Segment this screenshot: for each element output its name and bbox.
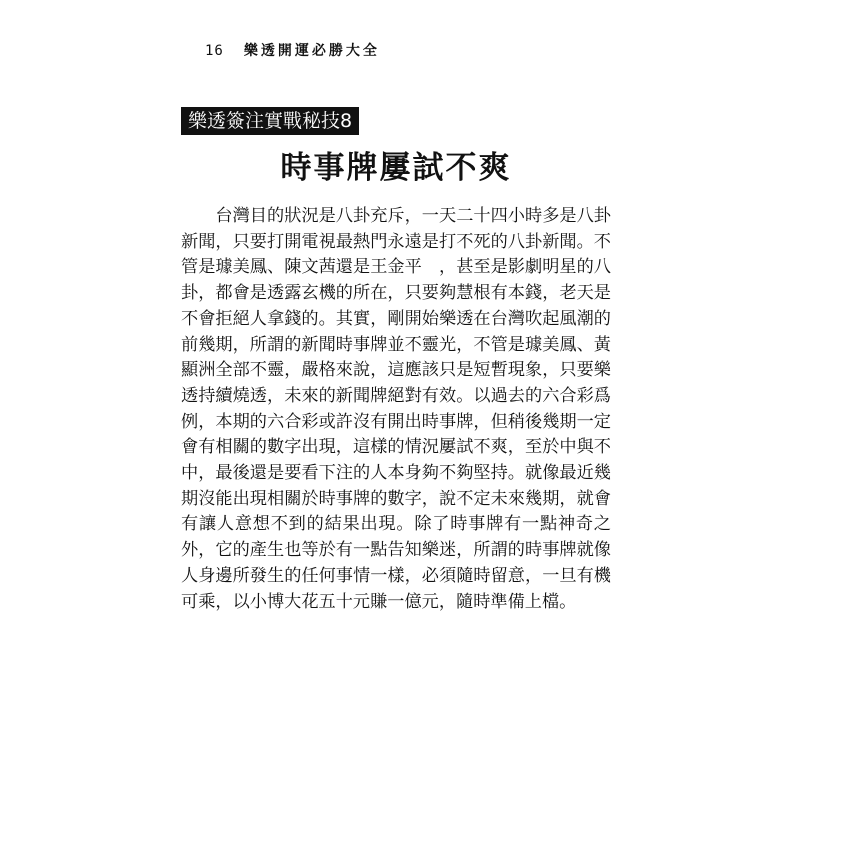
book-title: 樂透開運必勝大全 <box>243 43 380 59</box>
page-number: 16 <box>205 43 224 59</box>
section-label: 樂透簽注實戰秘技8 <box>181 107 359 135</box>
article-title: 時事牌屢試不爽 <box>280 150 512 186</box>
page-header <box>205 40 380 60</box>
body-paragraph: 台灣目的狀況是八卦充斥，一天二十四小時多是八卦新聞，只要打開電視最熱門永遠是打不死的八卦新聞。不管是璩美鳳、陳文茜還是王金平 ，甚至是影劇明星的八卦，都會是透露玄機的所在，只要夠慧根有本錢，老天是不會拒絕人拿錢的。其實，剛開始樂透在台灣吹起風潮的前幾期，所謂的新聞時事牌並不靈光，不管是璩美鳳、黃顯洲全部不靈，嚴格來說，這應該只是短暫現象，只要樂透持續燒透，未來的新聞牌絕對有效。以過去的六合彩爲例，本期的六合彩或許沒有開出時事牌，但稍後幾期一定會有相關的數字出現，這樣的情況屢試不爽，至於中與不中，最後還是要看下注的人本身夠不夠堅持。就像最近幾期沒能出現相關於時事牌的數字，說不定未來幾期，就會有讓人意想不到的結果出現。除了時事牌有一點神奇之外，它的產生也等於有一點告知樂迷，所謂的時事牌就像人身邊所發生的任何事情一樣，必須隨時留意，一旦有機可乘，以小博大花五十元賺一億元，隨時準備上檔。 <box>181 206 611 612</box>
